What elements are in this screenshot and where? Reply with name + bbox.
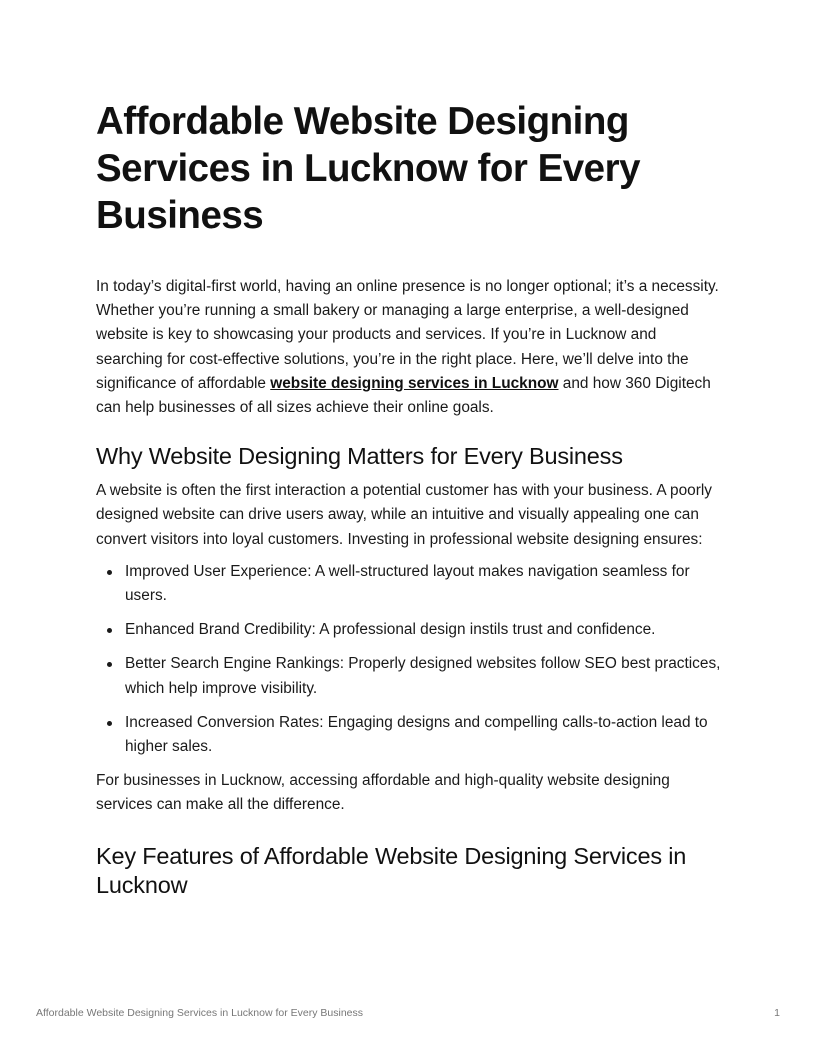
intro-text-after-link: and how 360 Digitech can help businesses of all sizes achieve their online goals.: [96, 374, 711, 417]
list-item: Enhanced Brand Credibility: A professional design instils trust and confidence.: [125, 618, 721, 642]
section-paragraph: A website is often the first interaction a potential customer has with your business. A poorly designed website can drive users away, while an intuitive and visually appealing one can convert visitors into loyal customers. Investing in professional website designing ensures:: [96, 482, 712, 548]
section-heading-key-features: Key Features of Affordable Website Designing Services in Lucknow: [96, 842, 687, 898]
page-number: 1: [774, 1007, 780, 1019]
intro-paragraph: [96, 275, 721, 420]
footer-title: Affordable Website Designing Services in Lucknow for Every Business: [36, 1007, 364, 1019]
section-closing-paragraph: For businesses in Lucknow, accessing affordable and high-quality website designing services can make all the difference.: [96, 772, 670, 814]
list-item: Improved User Experience: A well-structured layout makes navigation seamless for users.: [125, 560, 721, 608]
list-item: Increased Conversion Rates: Engaging designs and compelling calls-to-action lead to higher sales.: [125, 711, 721, 759]
list-item: Better Search Engine Rankings: Properly designed websites follow SEO best practices, which help improve visibility.: [125, 652, 721, 700]
page-content: [96, 98, 721, 900]
intro-text-before-link: In today’s digital-first world, having an online presence is no longer optional; it’s a necessity. Whether you’re running a small bakery or managing a large enterprise, a well-designed website is key to showcasing your products and services. If you’re in Lucknow and searching for cost-effective solutions, you’re in the right place. Here, we’ll delve into the significance of affordable: [96, 278, 719, 392]
benefits-list: [96, 560, 721, 759]
website-designing-services-link[interactable]: website designing services in Lucknow: [270, 374, 559, 392]
document-title: Affordable Website Designing Services in Lucknow for Every Business: [96, 100, 640, 237]
section-heading-why-website-designing: Why Website Designing Matters for Every Business: [96, 443, 623, 470]
